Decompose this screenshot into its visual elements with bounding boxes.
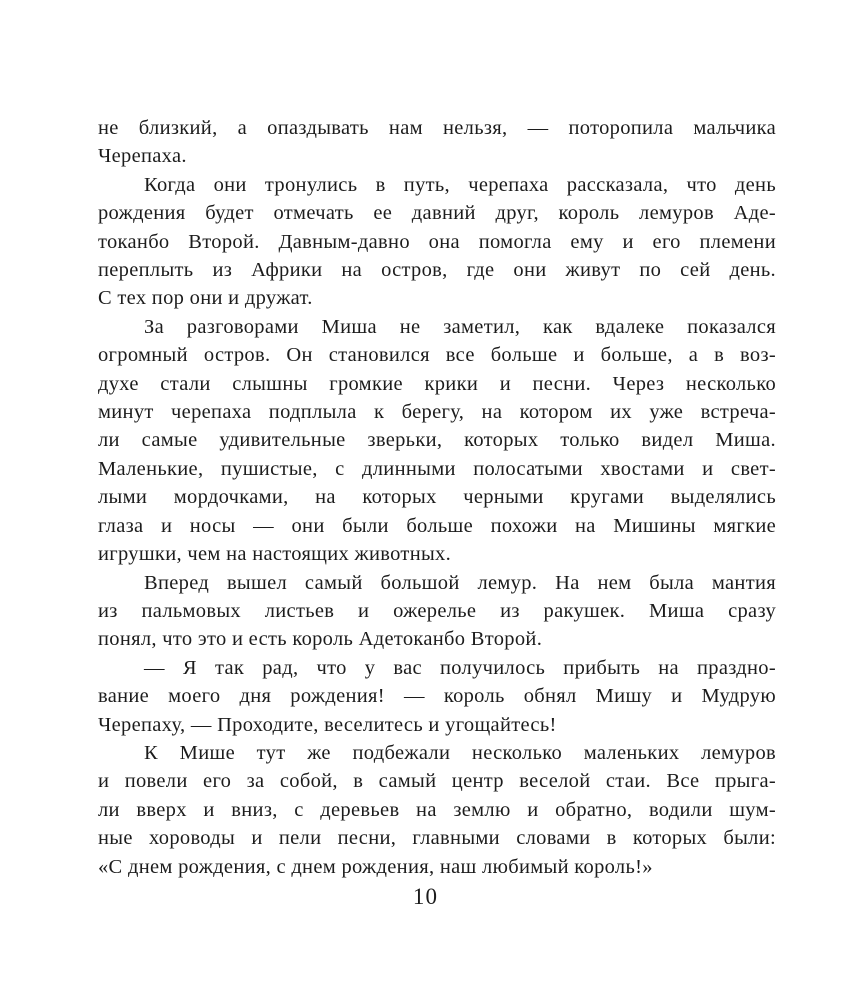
text-line: глаза и носы — они были больше похожи на Мишины мягкие bbox=[98, 514, 776, 537]
text-line: из пальмовых листьев и ожерелье из ракушек. Миша сразу bbox=[98, 599, 776, 622]
text-line: вание моего дня рождения! — король обнял Мишу и Мудрую bbox=[98, 685, 776, 708]
page-number: 10 bbox=[412, 884, 439, 909]
text-line: лыми мордочками, на которых черными кругами выделялись bbox=[98, 486, 776, 509]
text-line: ли вверх и вниз, с деревьев на землю и обратно, водили шум- bbox=[98, 798, 776, 821]
text-block bbox=[98, 114, 776, 881]
text-line: Когда они тронулись в путь, черепаха рассказала, что день bbox=[144, 173, 776, 196]
text-line: Черепаха. bbox=[98, 145, 187, 168]
text-line: токанбо Второй. Давным-давно она помогла ему и его племени bbox=[98, 230, 776, 253]
text-line: За разговорами Миша не заметил, как вдалеке показался bbox=[144, 315, 776, 338]
text-line: «С днем рождения, с днем рождения, наш любимый король!» bbox=[98, 855, 653, 878]
text-line: ные хороводы и пели песни, главными словами в которых были: bbox=[98, 827, 776, 850]
text-line: огромный остров. Он становился все больше и больше, а в воз- bbox=[98, 344, 776, 367]
text-line: рождения будет отмечать ее давний друг, король лемуров Аде- bbox=[98, 202, 776, 225]
text-line: — Я так рад, что у вас получилось прибыть на праздно- bbox=[144, 656, 776, 679]
text-line: С тех пор они и дружат. bbox=[98, 287, 313, 310]
text-line: Черепаху, — Проходите, веселитесь и угощайтесь! bbox=[98, 713, 557, 736]
text-line: переплыть из Африки на остров, где они живут по сей день. bbox=[98, 259, 776, 282]
text-line: игрушки, чем на настоящих животных. bbox=[98, 543, 452, 566]
text-line: Маленькие, пушистые, с длинными полосатыми хвостами и свет- bbox=[98, 457, 776, 480]
text-line: К Мише тут же подбежали несколько маленьких лемуров bbox=[144, 741, 776, 764]
text-line: и повели его за собой, в самый центр веселой стаи. Все прыга- bbox=[98, 770, 776, 793]
text-line: ли самые удивительные зверьки, которых только видел Миша. bbox=[98, 429, 776, 452]
text-line: минут черепаха подплыла к берегу, на котором их уже встреча- bbox=[98, 401, 776, 424]
text-line: не близкий, а опаздывать нам нельзя, — поторопила мальчика bbox=[98, 117, 776, 139]
text-line: Вперед вышел самый большой лемур. На нем была мантия bbox=[144, 571, 776, 594]
text-line: понял, что это и есть король Адетоканбо Второй. bbox=[98, 628, 543, 651]
text-line: духе стали слышны громкие крики и песни. Через несколько bbox=[98, 372, 776, 395]
